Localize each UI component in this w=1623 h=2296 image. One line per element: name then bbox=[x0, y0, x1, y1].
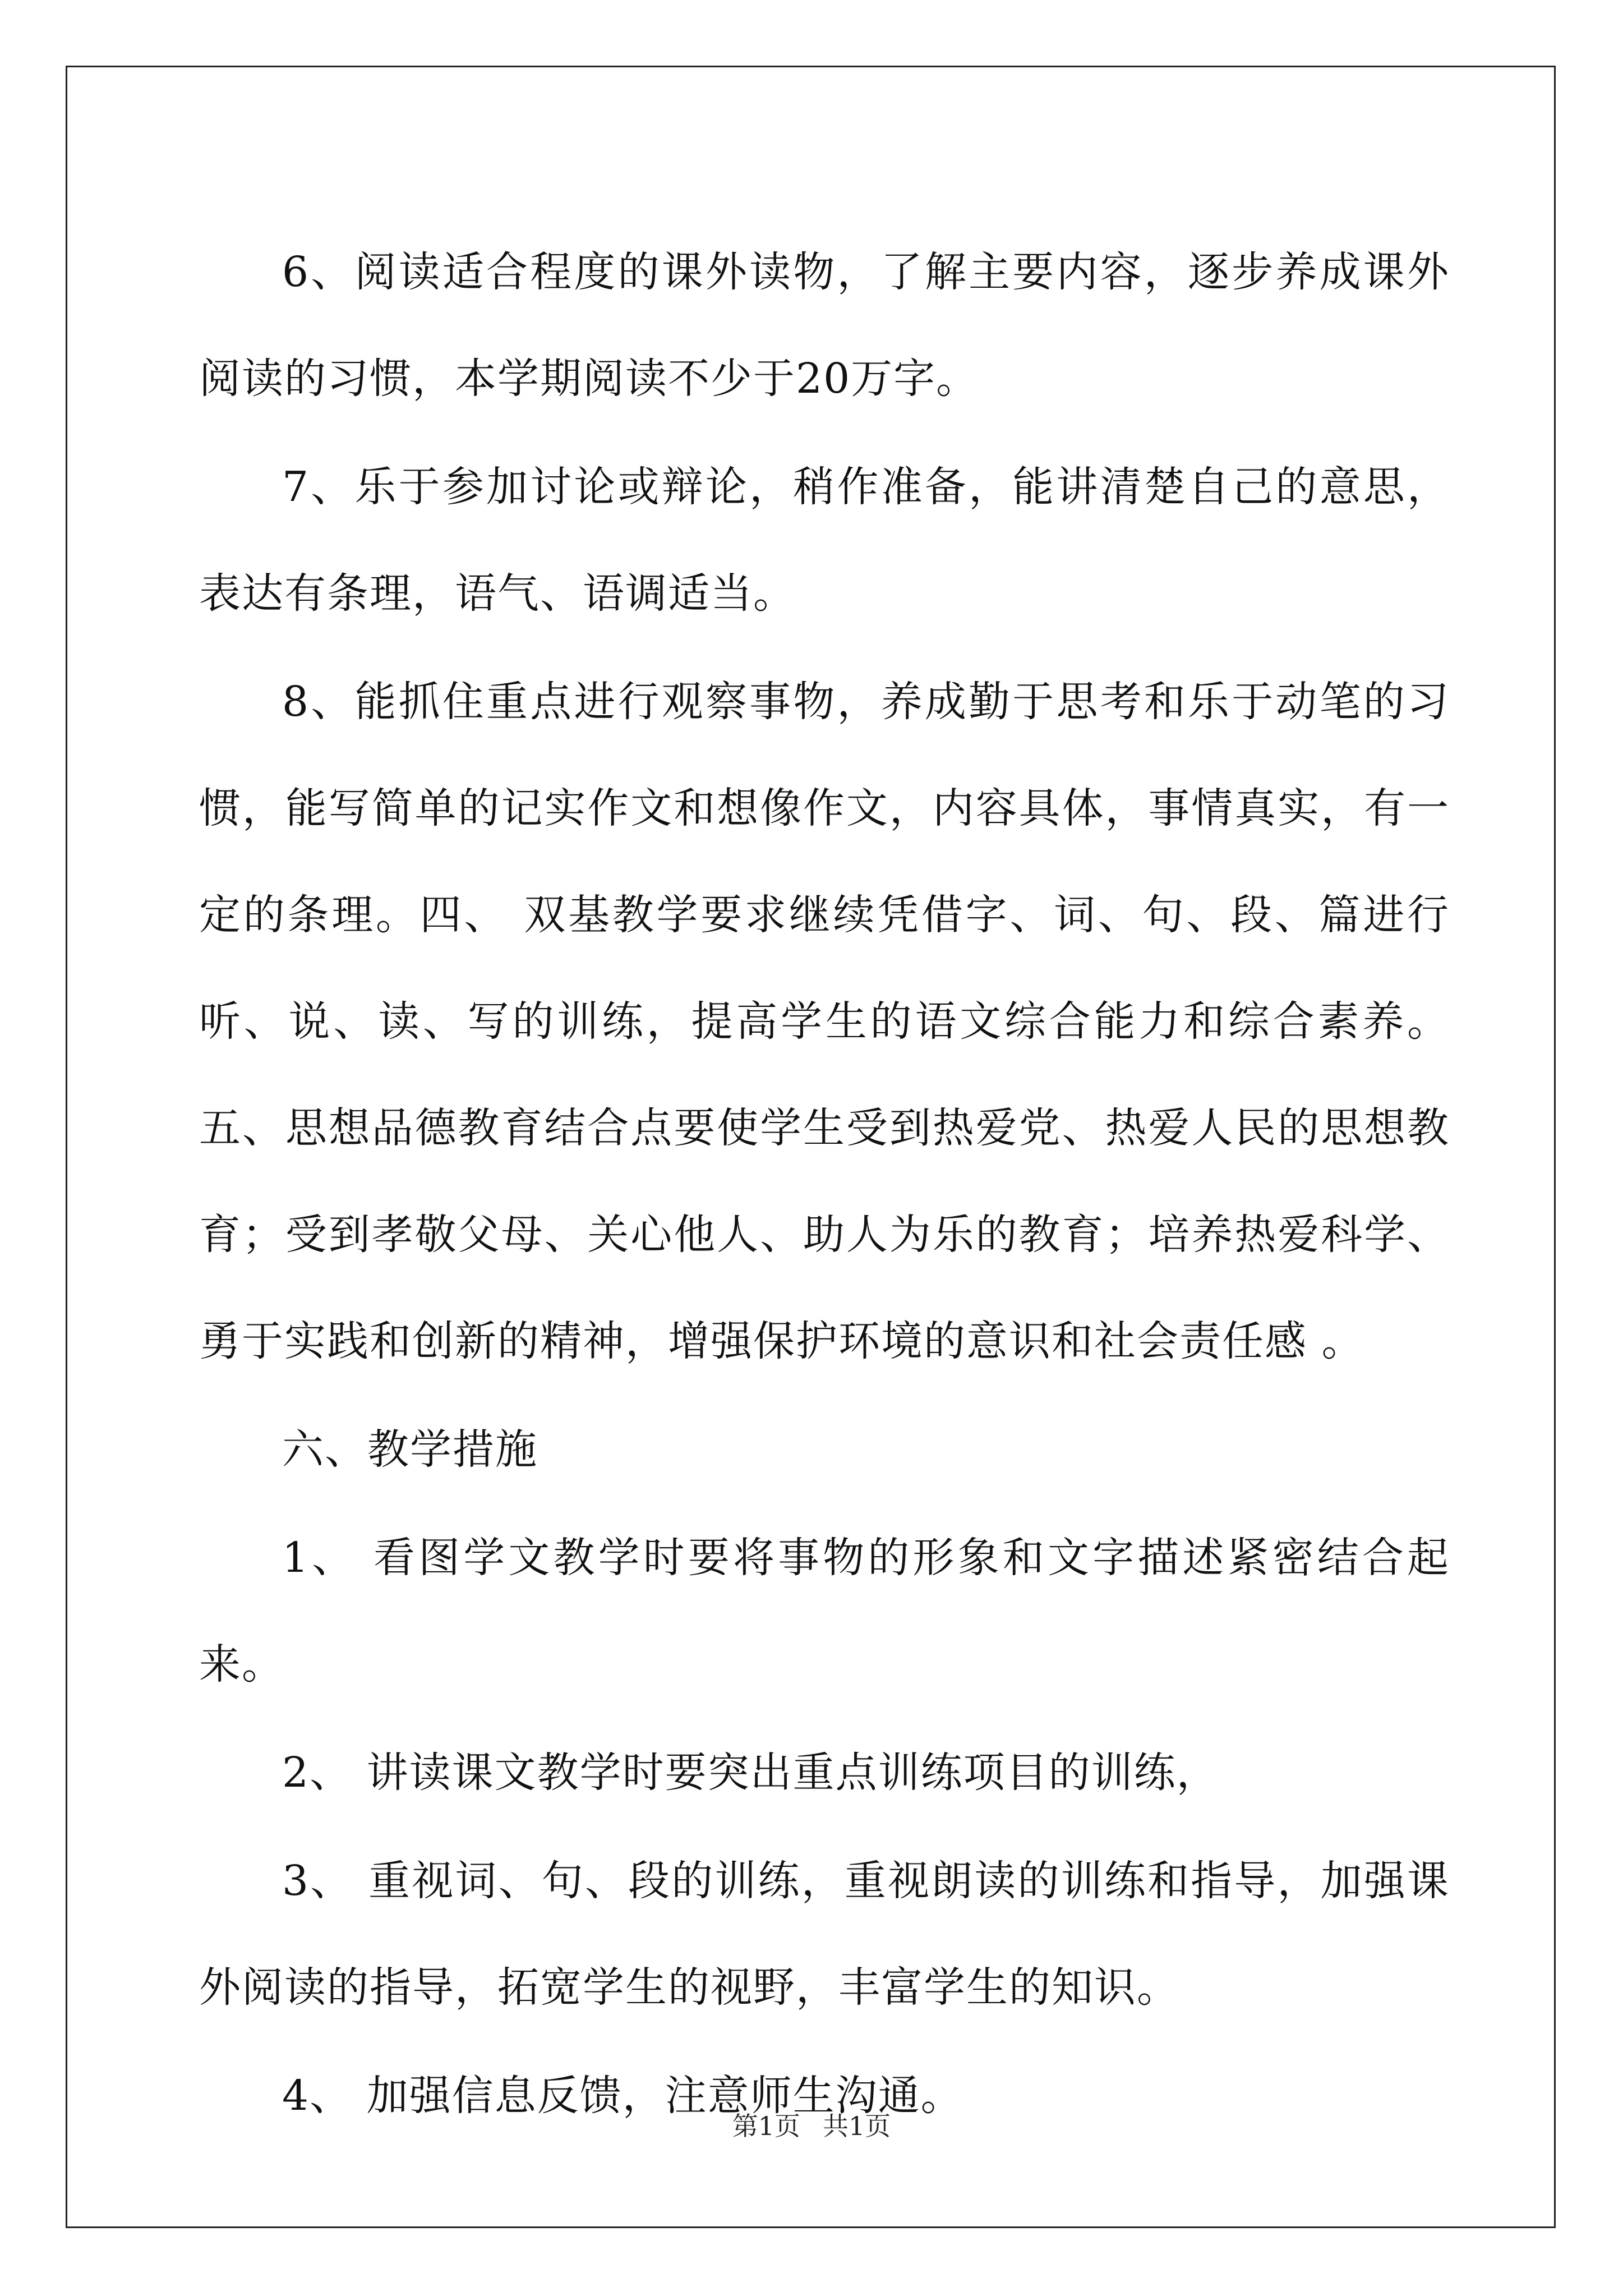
paragraph-7: 7、乐于参加讨论或辩论，稍作准备，能讲清楚自己的意思，表达有条理，语气、语调适当。 bbox=[199, 463, 1450, 618]
measure-2: 2、 讲读课文教学时要突出重点训练项目的训练， bbox=[282, 1749, 1219, 1797]
section-heading-measures: 六、教学措施 bbox=[282, 1425, 538, 1474]
measure-1: 1、 看图学文教学时要将事物的形象和文字描述紧密结合起来。 bbox=[199, 1534, 1450, 1688]
page-number: 第1页 bbox=[732, 2111, 800, 2141]
page-total: 共1页 bbox=[823, 2111, 891, 2141]
paragraph-6: 6、阅读适合程度的课外读物，了解主要内容，逐步养成课外阅读的习惯，本学期阅读不少于20万字。 bbox=[199, 248, 1450, 403]
paragraph-8: 8、能抓住重点进行观察事物，养成勤于思考和乐于动笔的习惯，能写简单的记实作文和想像作文，内容具体，事情真实，有一定的条理。四、 双基教学要求继续凭借字、词、句、段、篇进行听、说、读、写的训练，提高学生的语文综合能力和综合素养。五、思想品德教育结合点要使学生受到热爱党、热爱人民的思想教育；受到孝敬父母、关心他人、助人为乐的教育；培养热爱科学、勇于实践和创新的精神，增强保护环境的意识和社会责任感 。 bbox=[199, 678, 1450, 1365]
page-footer bbox=[0, 2109, 1623, 2143]
measure-4: 4、 加强信息反馈，注意师生沟通。 bbox=[282, 2072, 963, 2120]
document-body bbox=[199, 219, 1450, 2151]
measure-3: 3、 重视词、句、段的训练，重视朗读的训练和指导，加强课外阅读的指导，拓宽学生的视野，丰富学生的知识。 bbox=[199, 1857, 1450, 2012]
